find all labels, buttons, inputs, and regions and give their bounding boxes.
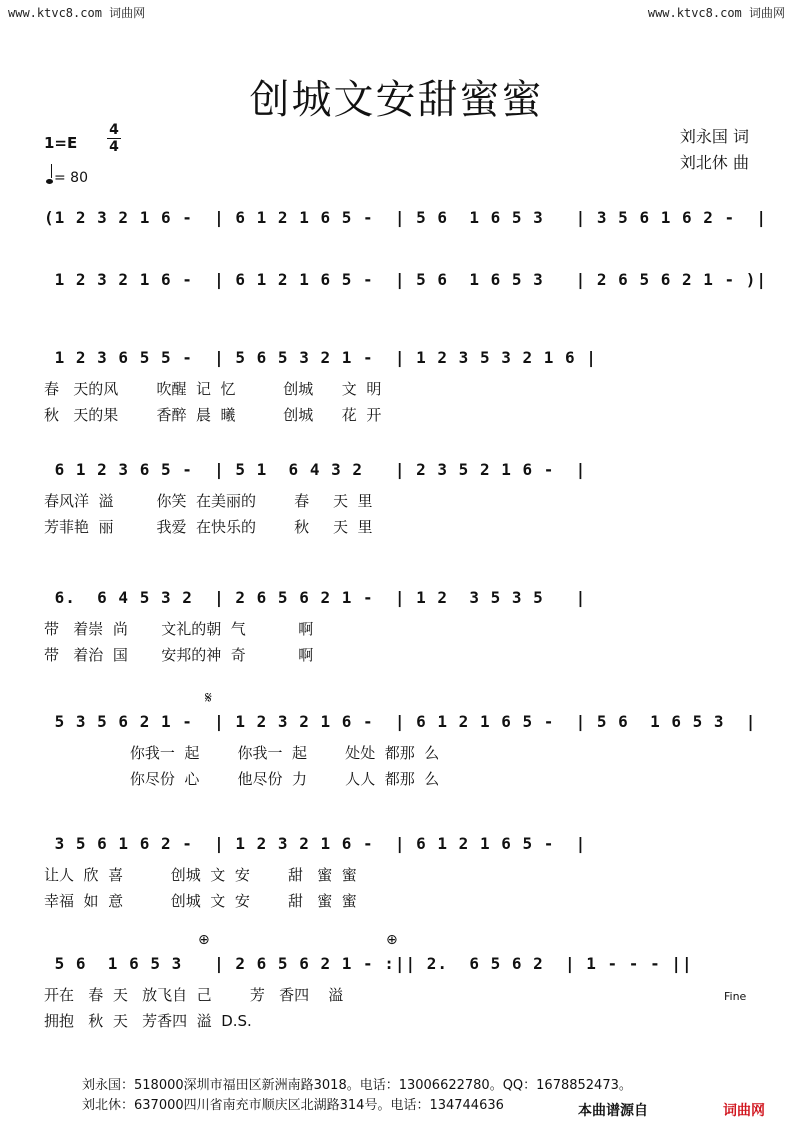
lyrics-system-8-verse-2: 拥抱 秋 天 芳香四 溢 D.S. [44,1012,252,1030]
key-signature: 1=E [44,134,78,152]
lyricist-credit: 刘永国 词 [679,127,749,146]
coda-mark-2: ⊕ [386,932,398,948]
time-signature [105,122,123,155]
quarter-note-icon [46,179,53,184]
lyrics-system-5-verse-2: 带 着治 国 安邦的神 奇 啊 [44,646,314,664]
lyrics-system-3-verse-2: 秋 天的果 香醉 晨 曦 创城 花 开 [44,406,382,424]
lyrics-system-4-verse-1: 春风洋 溢 你笑 在美丽的 春 天 里 [44,492,373,510]
composer-credit: 刘北休 曲 [679,153,749,172]
lyrics-system-6-verse-2: 你尽份 心 他尽份 力 人人 都那 么 [44,770,440,788]
music-system-7: 3 5 6 1 6 2 - | 1 2 3 2 1 6 - | 6 1 2 1 6 5 - | [44,834,587,853]
lyrics-system-3-verse-1: 春 天的风 吹醒 记 忆 创城 文 明 [44,380,382,398]
footer-line-1: 刘永国：518000深圳市福田区新洲南路3018。电话：13006622780。QQ：1678852473。 [82,1078,632,1093]
lyrics-system-4-verse-2: 芳菲艳 丽 我爱 在快乐的 秋 天 里 [44,518,373,536]
meter-top: 4 [109,122,119,138]
music-system-5: 6. 6 4 5 3 2 | 2 6 5 6 2 1 - | 1 2 3 5 3 5 | [44,588,587,607]
music-system-2: 1 2 3 2 1 6 - | 6 1 2 1 6 5 - | 5 6 1 6 5 3 | 2 6 5 6 2 1 - )| [44,270,768,289]
music-system-1: (1 2 3 2 1 6 - | 6 1 2 1 6 5 - | 5 6 1 6 5 3 | 3 5 6 1 6 2 - | [44,208,768,227]
footer-logo: 词曲网 [723,1103,765,1119]
footer-line-2: 刘北休：637000四川省南充市顺庆区北湖路314号。电话：134744636 [82,1098,504,1113]
tempo-mark [46,168,88,186]
tempo-value: = 80 [54,170,88,186]
lyrics-system-5-verse-1: 带 着崇 尚 文礼的朝 气 啊 [44,620,314,638]
meter-bottom: 4 [109,139,119,155]
music-system-8: 5 6 1 6 5 3 | 2 6 5 6 2 1 - :|| 2. 6 5 6 2 | 1 - - - || [44,954,693,973]
lyrics-system-7-verse-2: 幸福 如 意 创城 文 安 甜 蜜 蜜 [44,892,357,910]
watermark-left: www.ktvc8.com 词曲网 [8,6,146,20]
lyrics-system-7-verse-1: 让人 欣 喜 创城 文 安 甜 蜜 蜜 [44,866,357,884]
music-system-6: 5 3 5 6 2 1 - | 1 2 3 2 1 6 - | 6 1 2 1 6 5 - | 5 6 1 6 5 3 | [44,712,757,731]
music-system-3: 1 2 3 6 5 5 - | 5 6 5 3 2 1 - | 1 2 3 5 3 2 1 6 | [44,348,597,367]
page-title: 创城文安甜蜜蜜 [249,77,544,123]
watermark-right: www.ktvc8.com 词曲网 [647,6,785,20]
music-system-4: 6 1 2 3 6 5 - | 5 1 6 4 3 2 | 2 3 5 2 1 6 - | [44,460,587,479]
lyrics-system-6-verse-1: 你我一 起 你我一 起 处处 都那 么 [44,744,440,762]
coda-mark-1: ⊕ [198,932,210,948]
lyrics-system-8-verse-1: 开在 春 天 放飞自 己 芳 香四 溢 [44,986,344,1004]
fine-mark: Fine [724,990,747,1003]
segno-mark: 𝄋 [205,688,212,707]
footer-source: 本曲谱源自 [578,1103,648,1119]
